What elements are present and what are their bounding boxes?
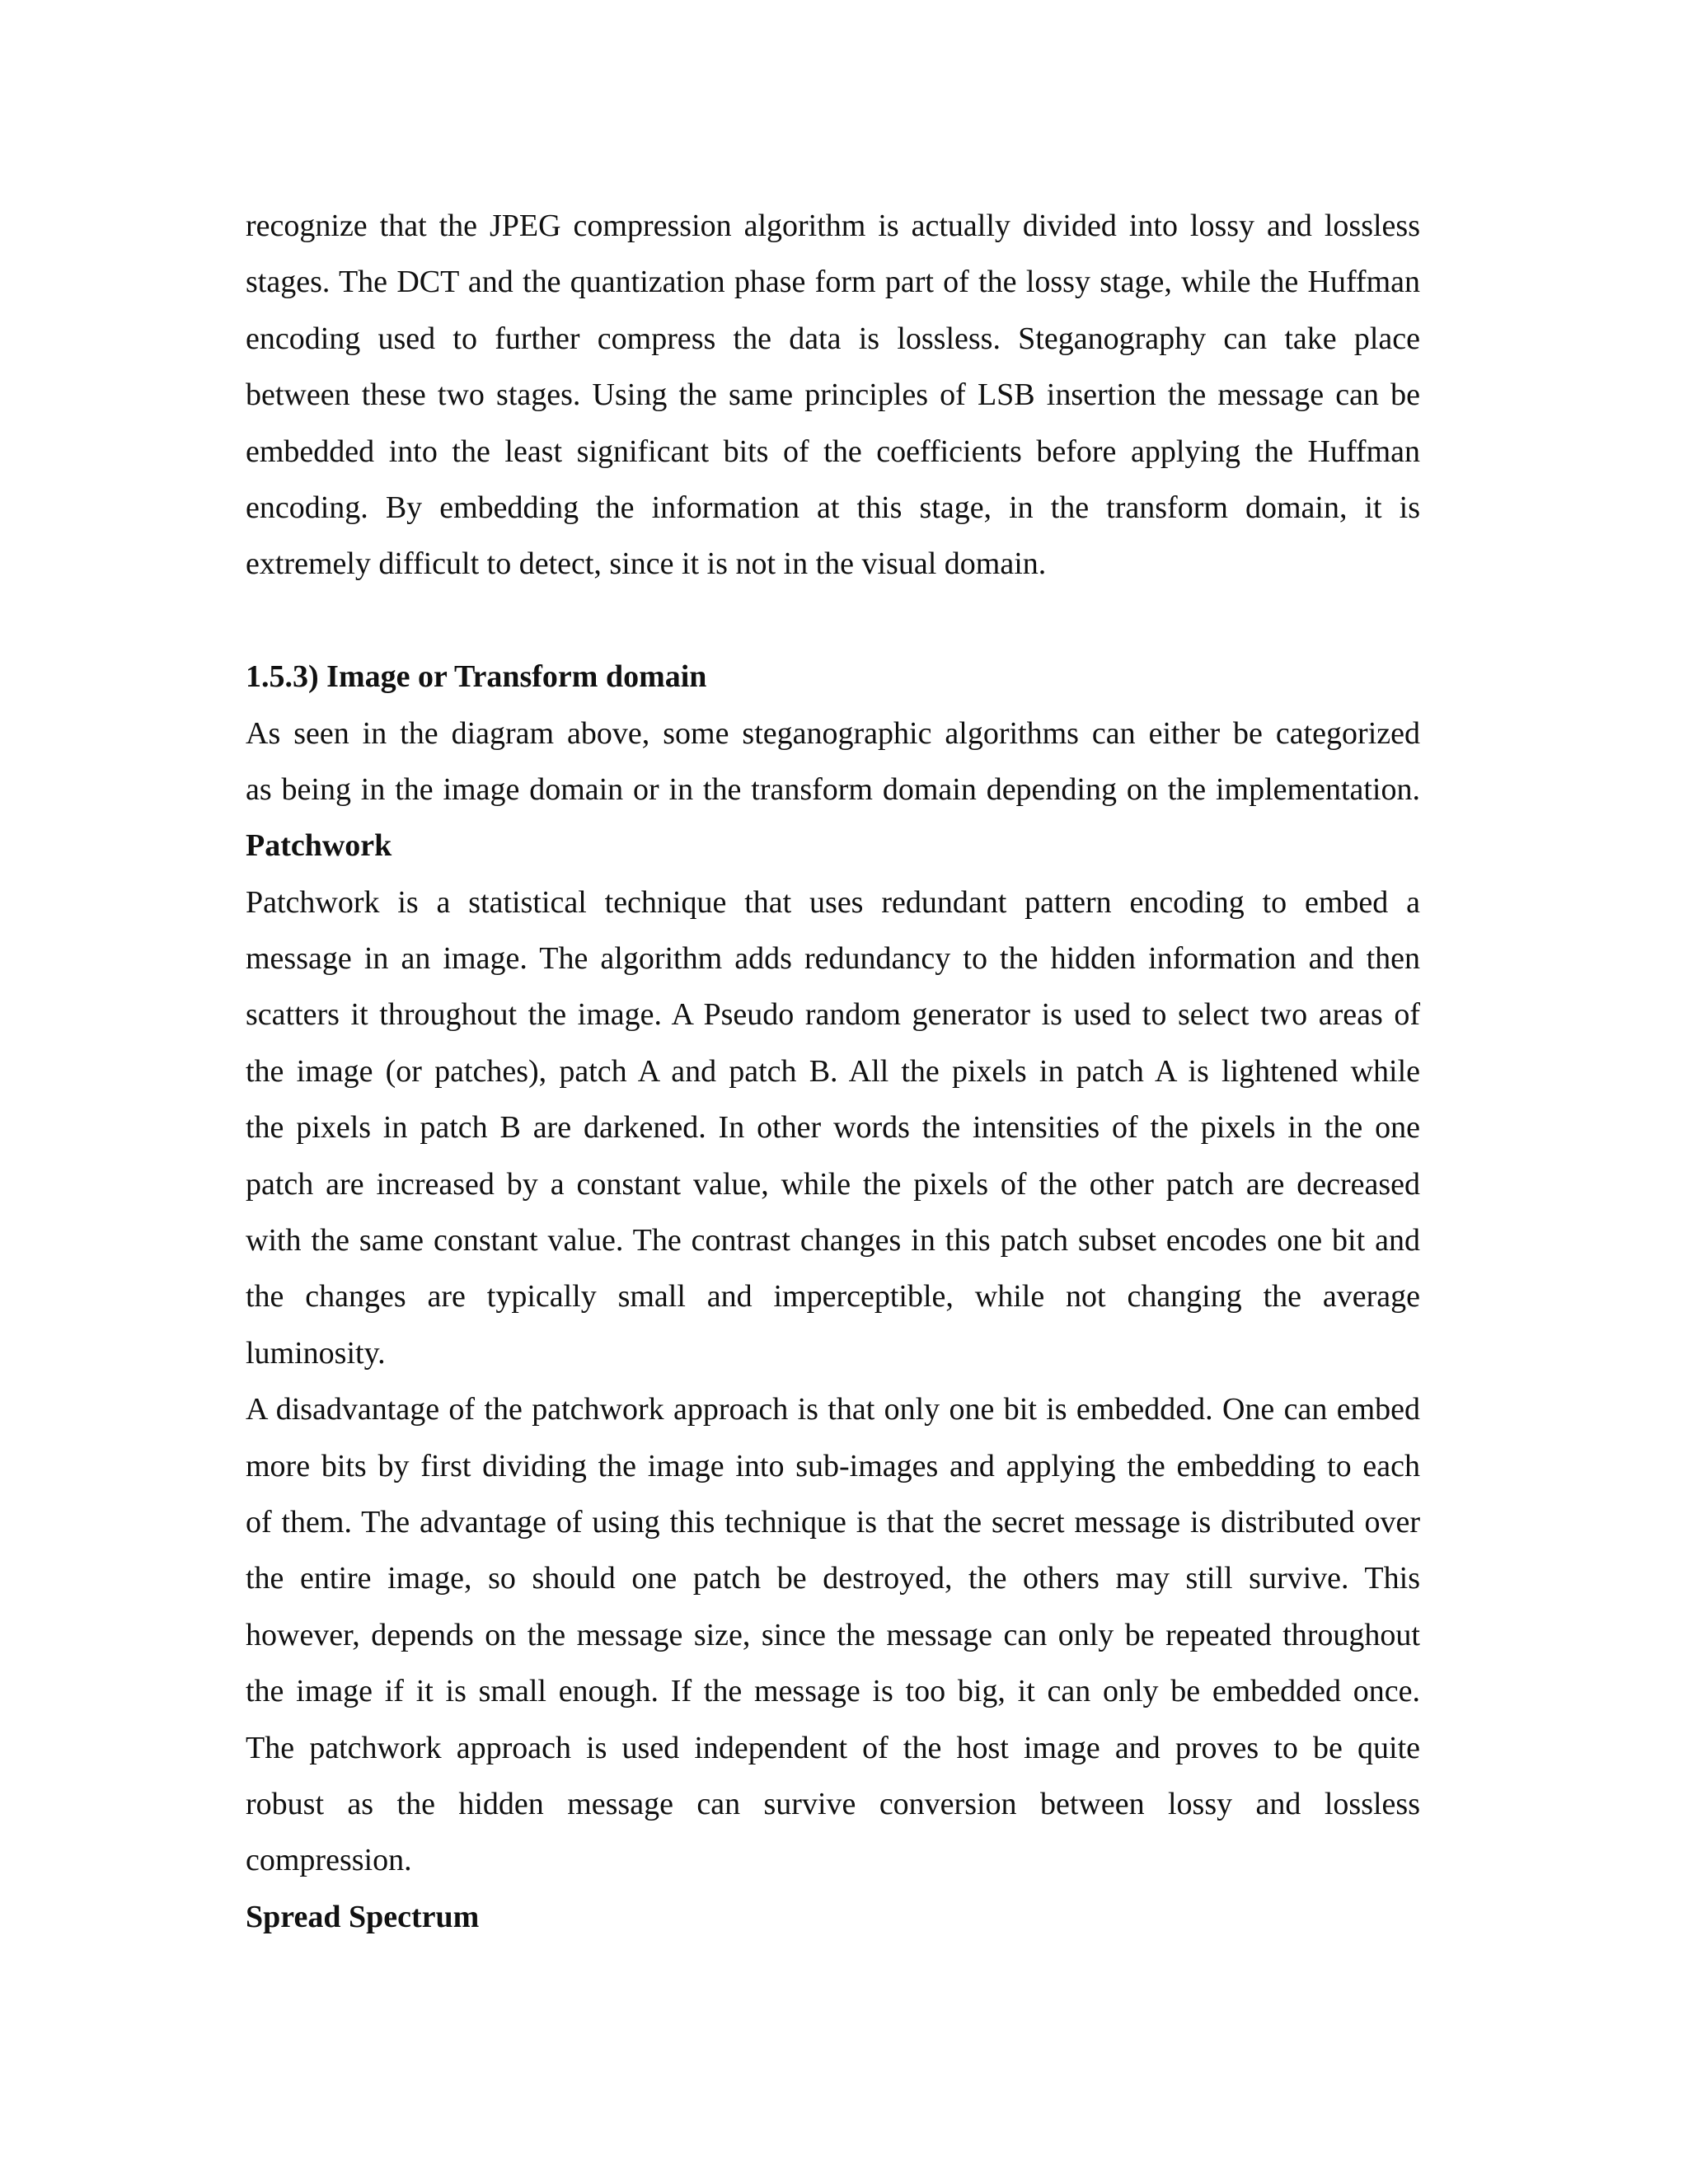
- text-line: extremely difficult to detect, since it is not in the visual domain.: [246, 546, 1047, 582]
- text-line: more bits by first dividing the image into sub-images and applying the embedding to each: [246, 1448, 1420, 1483]
- subsection-heading-patchwork: Patchwork: [246, 828, 392, 864]
- text-line: Patchwork is a statistical technique that uses redundant pattern encoding to embed a: [246, 884, 1420, 920]
- text-line: message in an image. The algorithm adds redundancy to the hidden information and then: [246, 941, 1420, 977]
- paragraph-jpeg-stages: [246, 198, 1420, 593]
- subsection-heading-spread-spectrum: Spread Spectrum: [246, 1899, 480, 1934]
- text-line: as being in the image domain or in the transform domain depending on the implementation.: [246, 771, 1420, 807]
- text-line: luminosity.: [246, 1335, 386, 1371]
- paragraph-spacer: [246, 593, 1420, 649]
- text-line: scatters it throughout the image. A Pseudo random generator is used to select two areas of: [246, 997, 1420, 1033]
- page-body: [246, 198, 1420, 1945]
- paragraph-domain-intro: [246, 705, 1420, 818]
- text-line: patch are increased by a constant value, while the pixels of the other patch are decreased: [246, 1166, 1420, 1202]
- text-line: the changes are typically small and imperceptible, while not changing the average: [246, 1279, 1420, 1315]
- text-line: As seen in the diagram above, some steganographic algorithms can either be categorized: [246, 715, 1420, 751]
- text-line: stages. The DCT and the quantization phase form part of the lossy stage, while the Huffman: [246, 265, 1420, 300]
- text-line: with the same constant value. The contrast changes in this patch subset encodes one bit and: [246, 1223, 1420, 1258]
- text-line: recognize that the JPEG compression algorithm is actually divided into lossy and lossless: [246, 209, 1420, 243]
- section-heading: 1.5.3) Image or Transform domain: [246, 659, 707, 695]
- text-line: the entire image, so should one patch be destroyed, the others may still survive. This: [246, 1561, 1420, 1596]
- text-line: A disadvantage of the patchwork approach is that only one bit is embedded. One can embed: [246, 1392, 1420, 1427]
- text-line: The patchwork approach is used independent of the host image and proves to be quite: [246, 1730, 1420, 1765]
- text-line: the pixels in patch B are darkened. In other words the intensities of the pixels in the one: [246, 1110, 1420, 1146]
- text-line: of them. The advantage of using this technique is that the secret message is distributed over: [246, 1504, 1420, 1540]
- text-line: encoding. By embedding the information at this stage, in the transform domain, it is: [246, 490, 1420, 525]
- text-line: encoding used to further compress the data is lossless. Steganography can take place: [246, 321, 1420, 356]
- text-line: the image if it is small enough. If the message is too big, it can only be embedded once.: [246, 1674, 1420, 1709]
- text-line: between these two stages. Using the same principles of LSB insertion the message can be: [246, 377, 1420, 413]
- text-line: the image (or patches), patch A and patch B. All the pixels in patch A is lightened while: [246, 1053, 1420, 1089]
- paragraph-patchwork-description: [246, 874, 1420, 1382]
- text-line: compression.: [246, 1843, 412, 1878]
- text-line: however, depends on the message size, since the message can only be repeated throughout: [246, 1617, 1420, 1652]
- text-line: embedded into the least significant bits of the coefficients before applying the Huffman: [246, 434, 1420, 469]
- paragraph-patchwork-disadvantage: [246, 1381, 1420, 1889]
- text-line: robust as the hidden message can survive conversion between lossy and lossless: [246, 1786, 1420, 1821]
